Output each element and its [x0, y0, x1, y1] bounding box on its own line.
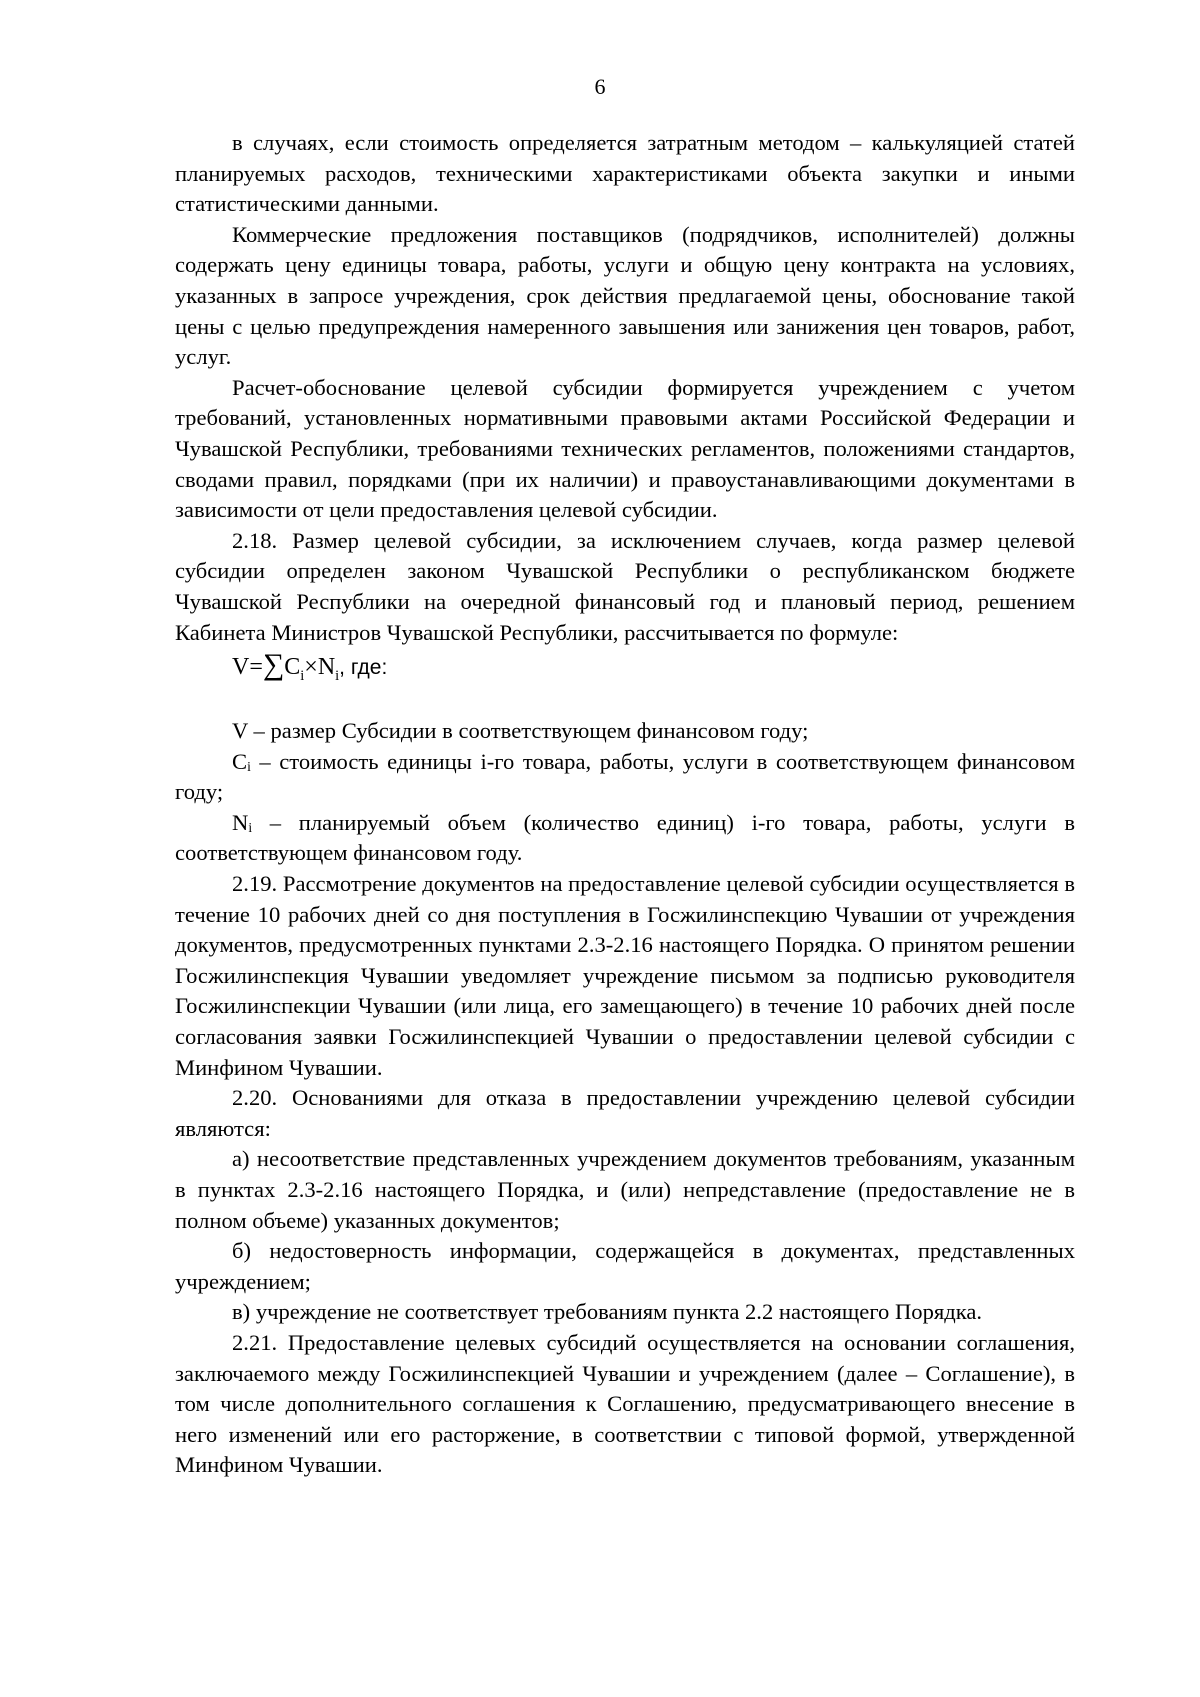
formula-where: , где: — [339, 656, 388, 680]
formula-c: C — [284, 654, 301, 681]
formula-n: N — [317, 654, 336, 681]
paragraph: 2.18. Размер целевой субсидии, за исключением случаев, когда размер целевой субсидии определен законом Чувашской Республики о республиканском бюджете Чувашской Республики на очередной финансовый год и плановый период, решением Кабинета Министров Чувашской Республики, рассчитывается по формуле: — [175, 527, 1075, 645]
formula-c-index: i — [300, 667, 305, 684]
paragraph: V – размер Субсидии в соответствующем финансовом году; — [232, 718, 809, 744]
paragraph: 2.19. Рассмотрение документов на предоставление целевой субсидии осуществляется в течение 10 рабочих дней со дня поступления в Госжилинспекцию Чувашии от учреждения документов, предусмотренных пунктами 2.3-2.16 настоящего Порядка. О принятом решении Госжилинспекция Чувашии уведомляет учреждение письмом за подписью руководителя Госжилинспекции Чувашии (или лица, его замещающего) в течение 10 рабочих дней после согласования заявки Госжилинспекцией Чувашии о предоставлении целевой субсидии с Минфином Чувашии. — [175, 871, 1075, 1080]
paragraph: 2.21. Предоставление целевых субсидий осуществляется на основании соглашения, заключаемого между Госжилинспекцией Чувашии и учреждением (далее – Соглашение), в том числе дополнительного соглашения к Соглашению, предусматривающего внесение в него изменений или его расторжение, в соответствии с типовой формой, утвержденной Минфином Чувашии. — [175, 1329, 1075, 1478]
paragraph: а) несоответствие представленных учреждением документов требованиям, указанным в пунктах 2.3-2.16 настоящего Порядка, и (или) непредставление (предоставление не в полном объеме) указанных документов; — [175, 1146, 1075, 1233]
paragraph: Nᵢ – планируемый объем (количество единиц) i-го товара, работы, услуги в соответствующем финансовом году. — [175, 809, 1075, 866]
formula-sigma: ∑ — [262, 648, 285, 682]
formula-lhs: V= — [232, 654, 263, 681]
formula-n-index: i — [335, 667, 340, 684]
paragraph: б) недостоверность информации, содержащейся в документах, представленных учреждением; — [175, 1238, 1075, 1294]
page-number: 6 — [594, 74, 606, 99]
paragraph: 2.20. Основаниями для отказа в предоставлении учреждению целевой субсидии являются: — [175, 1085, 1075, 1141]
paragraph: Cᵢ – стоимость единицы i-го товара, работы, услуги в соответствующем финансовом году; — [175, 748, 1075, 805]
paragraph: Коммерческие предложения поставщиков (подрядчиков, исполнителей) должны содержать цену единицы товара, работы, услуги и общую цену контракта на условиях, указанных в запросе учреждения, срок действия предлагаемой цены, обоснование такой цены с целью предупреждения намеренного завышения или занижения цен товаров, работ, услуг. — [175, 221, 1075, 370]
subsidy-formula — [175, 648, 1075, 716]
paragraph: в случаях, если стоимость определяется затратным методом – калькуляцией статей планируемых расходов, техническими характеристиками объекта закупки и иными статистическими данными. — [175, 130, 1075, 217]
paragraph: в) учреждение не соответствует требованиям пункта 2.2 настоящего Порядка. — [232, 1299, 983, 1325]
formula-times: × — [304, 654, 318, 681]
paragraph: Расчет-обоснование целевой субсидии формируется учреждением с учетом требований, установленных нормативными правовыми актами Российской Федерации и Чувашской Республики, требованиями технических регламентов, положениями стандартов, сводами правил, порядками (при их наличии) и правоустанавливающими документами в зависимости от цели предоставления целевой субсидии. — [175, 374, 1075, 523]
document-body — [175, 128, 1075, 1481]
